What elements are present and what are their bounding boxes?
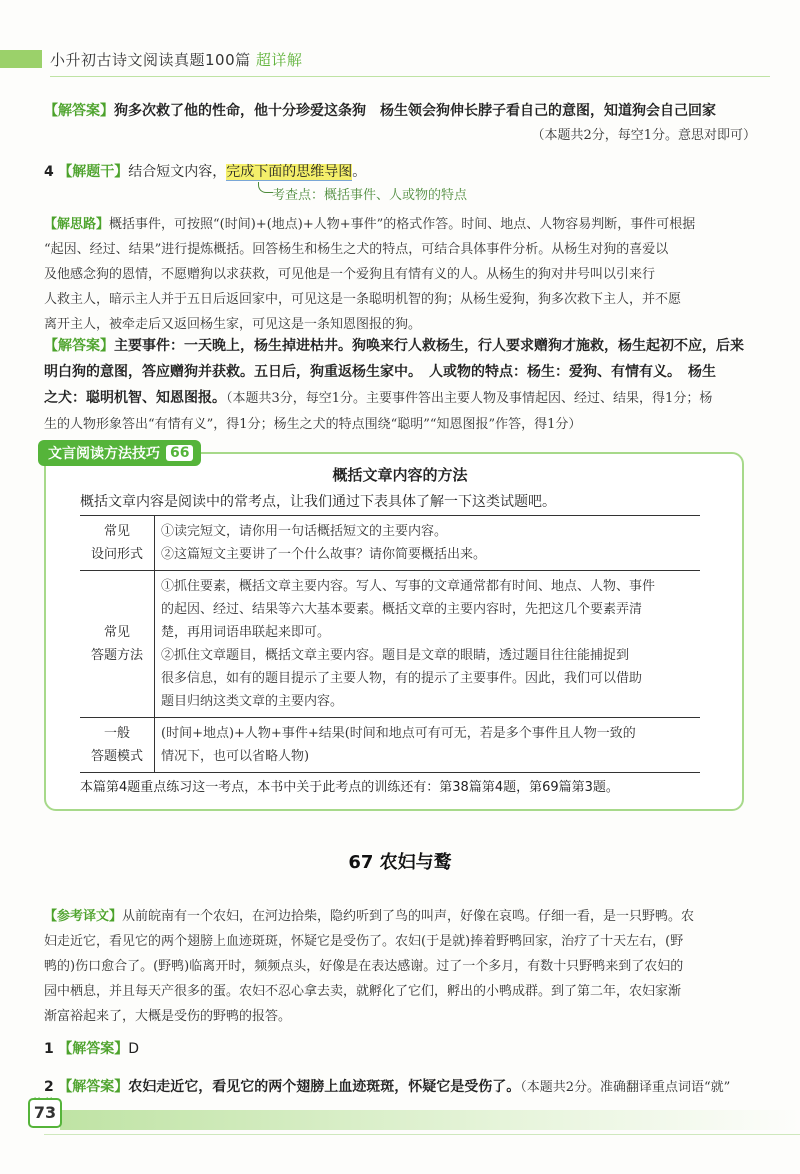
header-title-main: 小升初古诗文阅读真题100篇 xyxy=(50,51,251,69)
q4-answer-scoring: （本题共3分，每空1分。主要事件答出主要人物及事情起因、经过、结果，得1分；杨 xyxy=(226,391,713,406)
analysis-text: 概括事件，可按照“(时间)+(地点)+人物+事件”的格式作答。时间、地点、人物容易判断，事件可根据 xyxy=(109,217,696,232)
q4-answer-scoring: 生的人物形象答出“有情有义”，得1分；杨生之犬的特点围绕“聪明”“知恩图报”作答，得1分） xyxy=(44,417,582,432)
translation-line: 妇走近它，看见它的两个翅膀上血迹斑斑，怀疑它是受伤了。农妇(于是就)捧着野鸭回家，治疗了十天左右，(野 xyxy=(44,934,684,949)
row-content-line: ②这篇短文主要讲了一个什么故事？请你简要概括出来。 xyxy=(161,547,487,562)
translation-line xyxy=(44,904,756,929)
footer-line xyxy=(44,1134,800,1135)
a2-answer xyxy=(44,1076,756,1096)
method-number: 66 xyxy=(166,445,193,461)
translation-tag: 【参考译文】 xyxy=(44,909,123,924)
table-row-content xyxy=(155,516,701,571)
q3-answer-tag: 【解答案】 xyxy=(44,103,114,119)
answer-text: 主要事件：一天晚上，杨生掉进枯井。狗唤来行人救杨生，行人要求赠狗才施救，杨生起初不应，后来 xyxy=(114,338,744,354)
table-row-content xyxy=(155,571,701,718)
method-intro: 概括文章内容是阅读中的常考点，让我们通过下表具体了解一下这类试题吧。 xyxy=(80,494,556,510)
method-label xyxy=(38,440,201,466)
q4-analysis-line: 人救主人，暗示主人并于五日后返回家中，可见这是一条聪明机智的狗；从杨生爱狗，狗多次救下主人，并不愿 xyxy=(44,292,682,307)
row-content-line: ①读完短文，请你用一句话概括短文的主要内容。 xyxy=(161,524,448,539)
translation-line: 鸭的)伤口愈合了。(野鸭)临离开时，频频点头，好像是在表达感谢。过了一个多月，有数十只野鸭来到了农妇的 xyxy=(44,959,684,974)
row-content-line: 的起因、经过、结果等六大基本要素。概括文章的主要内容时，先把这几个要素弄清 xyxy=(161,602,643,617)
row-content-line: ②抓住文章题目，概括文章主要内容。题目是文章的眼睛，透过题目往往能捕捉到 xyxy=(161,648,630,663)
q4-number: 4 xyxy=(44,164,54,180)
table-row-head xyxy=(80,718,155,773)
table-row-content xyxy=(155,718,701,773)
q4-analysis-line: 离开主人，被牵走后又返回杨生家，可见这是一条知恩图报的狗。 xyxy=(44,317,422,332)
table-row xyxy=(80,718,700,773)
row-content-line: 楚，再用词语串联起来即可。 xyxy=(161,625,331,640)
translation-line: 园中栖息，并且每天产很多的蛋。农妇不忍心拿去卖，就孵化了它们，孵出的小鸭成群。到了第二年，农妇家渐 xyxy=(44,984,682,999)
row-content-line: ①抓住要素，概括文章主要内容。写人、写事的文章通常都有时间、地点、人物、事件 xyxy=(161,579,656,594)
translation-text: 从前皖南有一个农妇，在河边拾柴，隐约听到了鸟的叫声，好像在哀鸣。仔细一看，是一只野鸭。农 xyxy=(122,909,695,924)
q4-stem xyxy=(44,161,756,181)
header-divider xyxy=(50,76,770,77)
a2-scoring: （本题共2分。准确翻译重点词语“就” xyxy=(520,1080,731,1095)
table-row xyxy=(80,571,700,718)
q4-stem-end: 。 xyxy=(352,164,367,180)
row-head-line: 设问形式 xyxy=(90,547,143,562)
q4-analysis-line xyxy=(44,212,756,237)
row-content-line: (时间+地点)+人物+事件+结果(时间和地点可有可无，若是多个事件且人物一致的 xyxy=(161,726,636,741)
table-row-head xyxy=(80,571,155,718)
q3-scoring: （本题共2分，每空1分。意思对即可） xyxy=(531,128,756,143)
a1-answer-value: D xyxy=(128,1041,139,1057)
row-head-line: 常见 xyxy=(103,625,130,640)
a1-answer-tag: 【解答案】 xyxy=(58,1041,129,1057)
q3-answer xyxy=(44,100,756,120)
footer-bar xyxy=(60,1110,800,1130)
translation-line: 渐富裕起来了，大概是受伤的野鸭的报答。 xyxy=(44,1009,292,1024)
page-number: 73 xyxy=(28,1098,62,1128)
row-content-line: 题目归纳这类文章的主要内容。 xyxy=(161,694,344,709)
article-title: 67 农妇与鹜 xyxy=(348,852,452,873)
table-row xyxy=(80,516,700,571)
a2-number: 2 xyxy=(44,1079,54,1095)
q3-answer-text: 狗多次救了他的性命，他十分珍爱这条狗 杨生领会狗伸长脖子看自己的意图，知道狗会自己回家 xyxy=(114,103,716,119)
a1-number: 1 xyxy=(44,1041,54,1057)
q4-analysis-tag: 【解思路】 xyxy=(44,217,110,232)
row-head-line: 答题方法 xyxy=(90,648,143,663)
method-table xyxy=(80,515,700,773)
row-head-line: 一般 xyxy=(103,726,130,741)
method-footer: 本篇第4题重点练习这一考点，本书中关于此考点的训练还有：第38篇第4题，第69篇第3题。 xyxy=(80,780,619,795)
q4-analysis-line: 及他感念狗的恩情，不愿赠狗以求获救，可见他是一个爱狗且有情有义的人。从杨生的狗对井号叫以引来行 xyxy=(44,267,656,282)
q4-answer-tag: 【解答案】 xyxy=(44,338,114,354)
a2-answer-text: 农妇走近它，看见它的两个翅膀上血迹斑斑，怀疑它是受伤了。 xyxy=(128,1079,521,1095)
q4-answer-line xyxy=(44,333,756,359)
q4-analysis xyxy=(44,212,756,337)
q4-answer xyxy=(44,333,756,438)
answer-text: 之犬：聪明机智、知恩图报。 xyxy=(44,390,226,406)
header-accent-bar xyxy=(0,50,42,68)
header-title xyxy=(50,49,302,70)
translation xyxy=(44,904,756,1029)
a2-answer-tag: 【解答案】 xyxy=(58,1079,129,1095)
row-head-line: 答题模式 xyxy=(90,749,143,764)
q4-stem-text: 结合短文内容， xyxy=(128,164,227,180)
method-label-text: 文言阅读方法技巧 xyxy=(48,446,160,462)
a1-answer xyxy=(44,1038,756,1058)
method-title: 概括文章内容的方法 xyxy=(332,466,468,484)
q4-stem-tag: 【解题干】 xyxy=(58,164,129,180)
q4-stem-highlight: 完成下面的思维导图 xyxy=(226,164,353,180)
row-content-line: 情况下，也可以省略人物) xyxy=(161,749,310,764)
row-head-line: 常见 xyxy=(103,524,130,539)
q4-answer-line xyxy=(44,385,756,412)
header-title-accent: 超详解 xyxy=(255,51,303,69)
q4-analysis-line: “起因、经过、结果”进行提炼概括。回答杨生和杨生之犬的特点，可结合具体事件分析。从杨生对狗的喜爱以 xyxy=(44,242,669,257)
annotation-arrow-icon xyxy=(258,182,273,193)
q4-annotation: 考查点：概括事件、人或物的特点 xyxy=(272,188,468,203)
table-row-head xyxy=(80,516,155,571)
q4-answer-line: 明白狗的意图，答应赠狗并获救。五日后，狗重返杨生家中。 人或物的特点：杨生：爱狗、有情有义。 杨生 xyxy=(44,364,716,380)
row-content-line: 很多信息，如有的题目提示了主要人物，有的提示了主要事件。因此，我们可以借助 xyxy=(161,671,643,686)
